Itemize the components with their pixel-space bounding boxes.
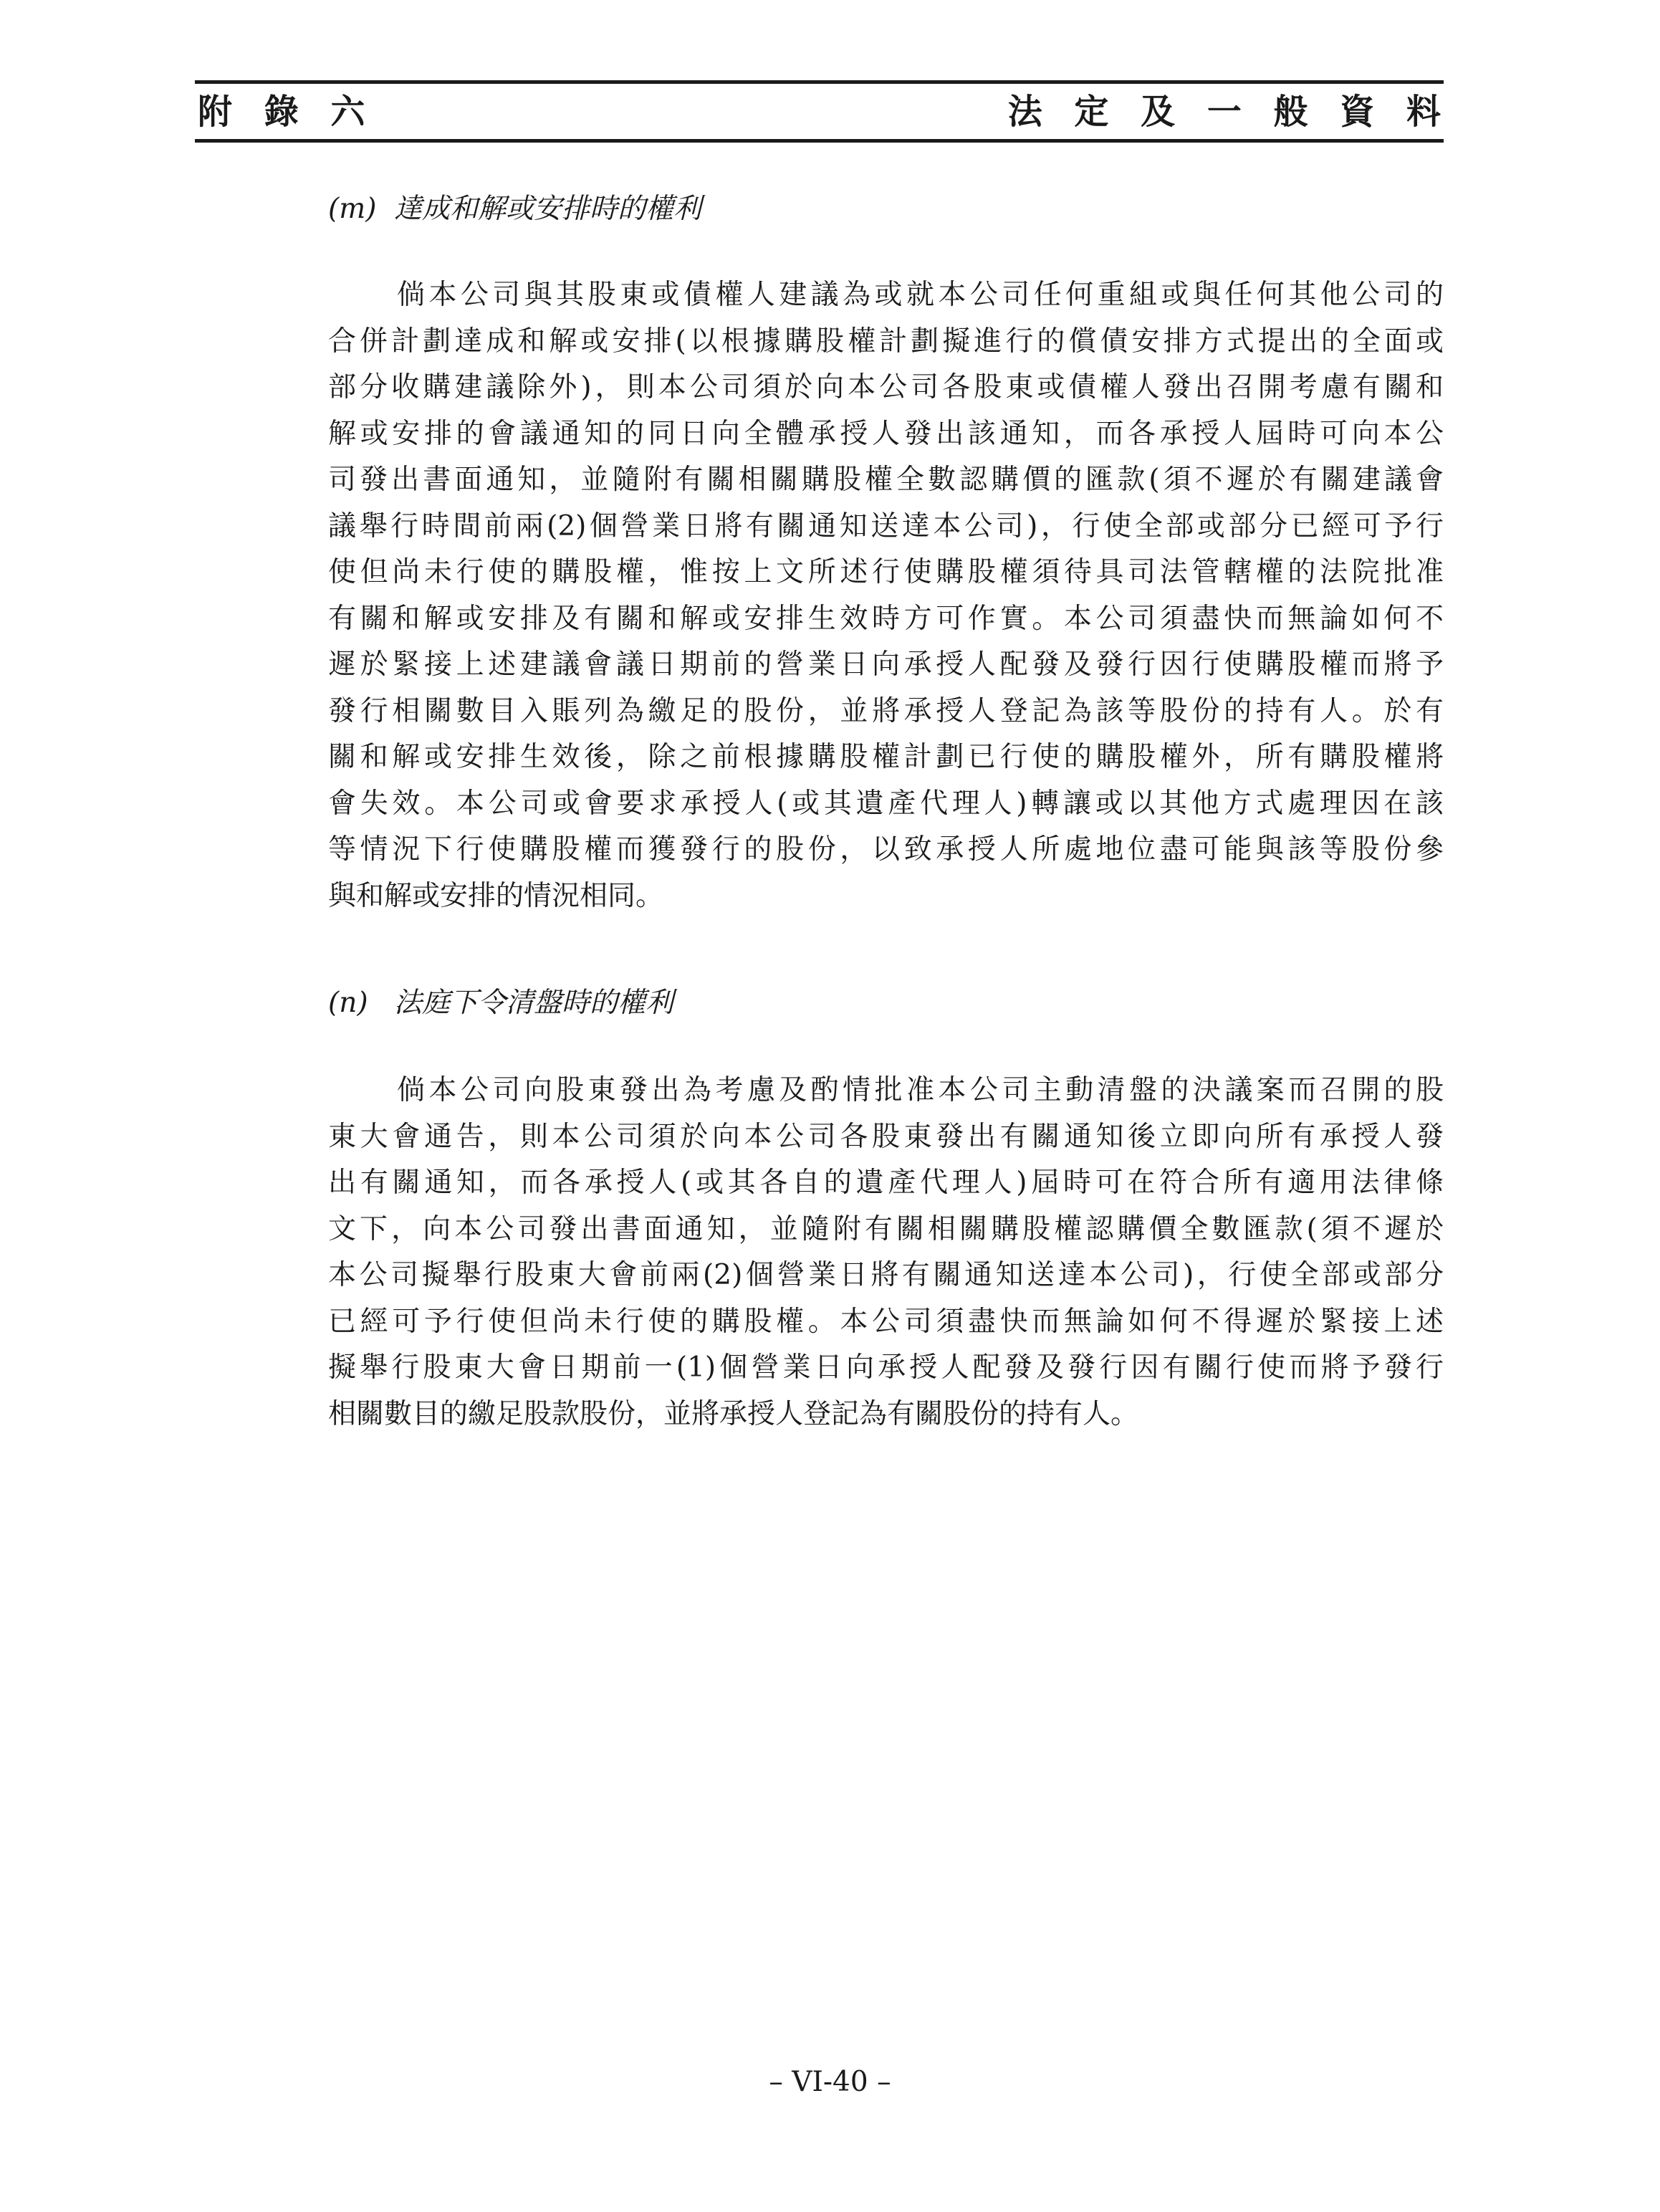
paragraph-line: 東大會通告，則本公司須於向本公司各股東發出有關通知後立即向所有承授人發 <box>328 1120 1444 1153</box>
paragraph-line: 遲於緊接上述建議會議日期前的營業日向承授人配發及發行因行使購股權而將予 <box>328 648 1444 681</box>
paragraph-line: 會失效。本公司或會要求承授人(或其遺產代理人)轉讓或以其他方式處理因在該 <box>328 787 1444 820</box>
section-heading-n <box>328 983 673 1023</box>
header-bottom-rule <box>195 139 1444 143</box>
section-label: (m) <box>328 193 377 225</box>
paragraph-line: 合併計劃達成和解或安排(以根據購股權計劃擬進行的償債安排方式提出的全面或 <box>328 325 1444 358</box>
paragraph-line: 倘本公司向股東發出為考慮及酌情批准本公司主動清盤的決議案而召開的股 <box>397 1074 1444 1106</box>
appendix-title: 法 定 及 一 般 資 料 <box>1007 92 1451 132</box>
paragraph-line: 出有關通知，而各承授人(或其各自的遺產代理人)屆時可在符合所有適用法律條 <box>328 1167 1444 1199</box>
section-label: (n) <box>328 987 368 1019</box>
paragraph-line: 已經可予行使但尚未行使的購股權。本公司須盡快而無論如何不得遲於緊接上述 <box>328 1305 1444 1338</box>
paragraph-line: 本公司擬舉行股東大會前兩(2)個營業日將有關通知送達本公司)，行使全部或部分 <box>328 1259 1444 1291</box>
page-number: – VI-40 – <box>769 2066 891 2098</box>
section-heading-m <box>328 189 701 229</box>
section-paragraph-n <box>328 1068 1444 1437</box>
paragraph-line: 文下，向本公司發出書面通知，並隨附有關相關購股權認購價全數匯款(須不遲於 <box>328 1212 1444 1245</box>
paragraph-line: 司發出書面通知，並隨附有關相關購股權全數認購價的匯款(須不遲於有關建議會 <box>328 464 1444 496</box>
section-paragraph-m <box>328 272 1444 919</box>
paragraph-line: 使但尚未行使的購股權，惟按上文所述行使購股權須待具司法管轄權的法院批准 <box>328 556 1444 588</box>
paragraph-line: 倘本公司與其股東或債權人建議為或就本公司任何重組或與任何其他公司的 <box>397 279 1444 311</box>
paragraph-line: 議舉行時間前兩(2)個營業日將有關通知送達本公司)，行使全部或部分已經可予行 <box>328 509 1444 542</box>
paragraph-line: 有關和解或安排及有關和解或安排生效時方可作實。本公司須盡快而無論如何不 <box>328 602 1444 635</box>
paragraph-line: 關和解或安排生效後，除之前根據購股權計劃已行使的購股權外，所有購股權將 <box>328 741 1444 773</box>
paragraph-line: 相關數目的繳足股款股份，並將承授人登記為有關股份的持有人。 <box>328 1397 1139 1430</box>
paragraph-line: 部分收購建議除外)，則本公司須於向本公司各股東或債權人發出召開考慮有關和 <box>328 371 1444 403</box>
paragraph-line: 與和解或安排的情況相同。 <box>328 879 664 912</box>
header-top-rule <box>195 80 1444 84</box>
paragraph-line: 發行相關數目入賬列為繳足的股份，並將承授人登記為該等股份的持有人。於有 <box>328 694 1444 727</box>
page-header <box>195 80 1451 145</box>
appendix-label: 附 錄 六 <box>198 92 375 132</box>
paragraph-line: 解或安排的會議通知的同日向全體承授人發出該通知，而各承授人屆時可向本公 <box>328 417 1444 450</box>
section-title: 達成和解或安排時的權利 <box>394 193 702 225</box>
paragraph-line: 擬舉行股東大會日期前一(1)個營業日向承授人配發及發行因有關行使而將予發行 <box>328 1351 1444 1384</box>
paragraph-line: 等情況下行使購股權而獲發行的股份，以致承授人所處地位盡可能與該等股份參 <box>328 833 1444 866</box>
section-title: 法庭下令清盤時的權利 <box>394 987 674 1019</box>
